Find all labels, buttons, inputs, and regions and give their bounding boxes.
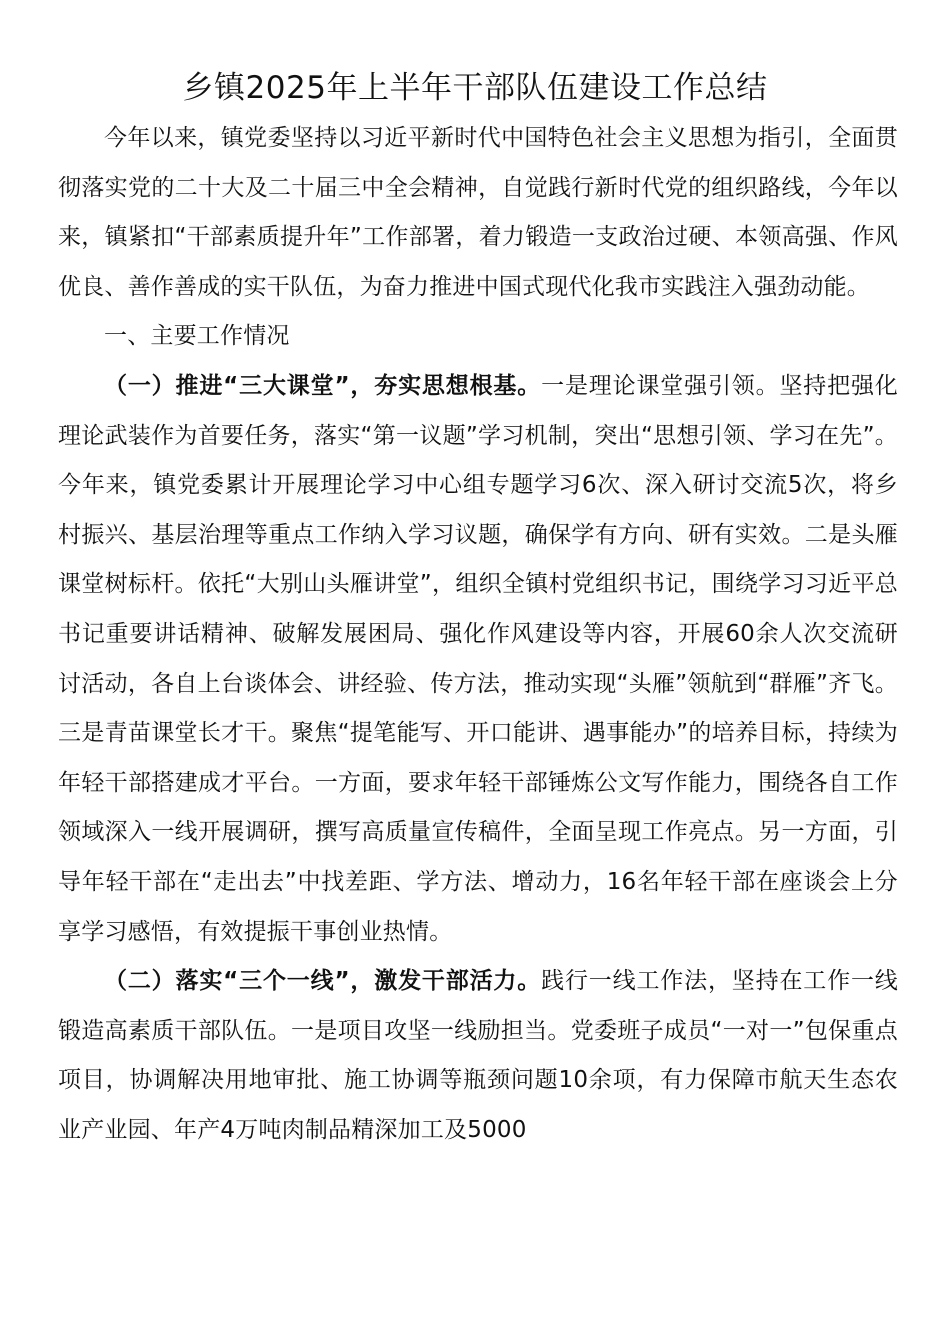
section-heading: 一、主要工作情况 <box>104 323 290 350</box>
intro-paragraph: 今年以来，镇党委坚持以习近平新时代中国特色社会主义思想为指引，全面贯彻落实党的二十大及二十届三中全会精神，自觉践行新时代党的组织路线，今年以来，镇紧扣“干部素质提升年”工作部署，着力锻造一支政治过硬、本领高强、作风优良、善作善成的实干队伍，为奋力推进中国式现代化我市实践注入强劲动能。 <box>58 125 898 300</box>
document-body <box>58 114 898 1155</box>
item-1-text: 一是理论课堂强引领。坚持把强化理论武装作为首要任务，落实“第一议题”学习机制，突出“思想引领、学习在先”。今年来，镇党委累计开展理论学习中心组专题学习6次、深入研讨交流5次，将乡村振兴、基层治理等重点工作纳入学习议题，确保学有方向、研有实效。二是头雁课堂树标杆。依托“大别山头雁讲堂”，组织全镇村党组织书记，围绕学习习近平总书记重要讲话精神、破解发展困局、强化作风建设等内容，开展60余人次交流研讨活动，各自上台谈体会、讲经验、传方法，推动实现“头雁”领航到“群雁”齐飞。三是青苗课堂长才干。聚焦“提笔能写、开口能讲、遇事能办”的培养目标，持续为年轻干部搭建成才平台。一方面，要求年轻干部锤炼公文写作能力，围绕各自工作领域深入一线开展调研，撰写高质量宣传稿件，全面呈现工作亮点。另一方面，引导年轻干部在“走出去”中找差距、学方法、增动力，16名年轻干部在座谈会上分享学习感悟，有效提振干事创业热情。 <box>58 372 898 945</box>
item-2-text: 践行一线工作法，坚持在工作一线锻造高素质干部队伍。一是项目攻坚一线励担当。党委班子成员“一对一”包保重点项目，协调解决用地审批、施工协调等瓶颈问题10余项，有力保障市航天生态农业产业园、年产4万吨肉制品精深加工及5000 <box>58 968 898 1143</box>
item-2-lead: （二）落实“三个一线”，激发干部活力。 <box>104 968 542 995</box>
item-1-lead: （一）推进“三大课堂”，夯实思想根基。 <box>104 372 542 399</box>
item-2-paragraph <box>58 957 898 1155</box>
document-title: 乡镇2025年上半年干部队伍建设工作总结 <box>182 70 768 106</box>
item-1-paragraph <box>58 362 898 957</box>
